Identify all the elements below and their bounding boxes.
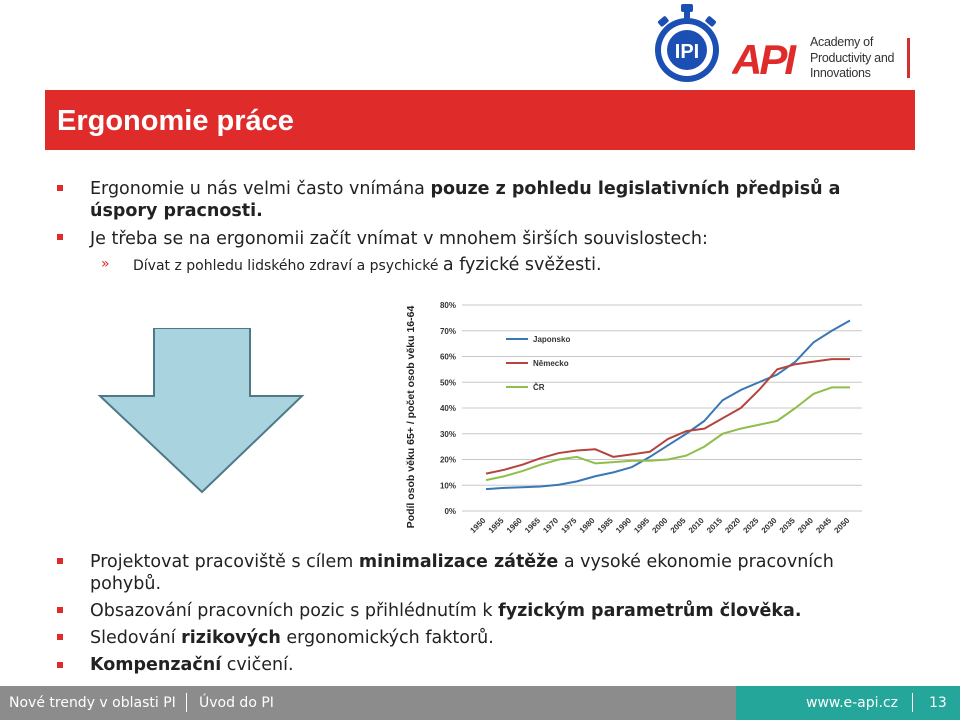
bullet-5-line <box>90 627 494 649</box>
chart-x-tick-label: 2040 <box>796 516 816 535</box>
bullet-3-line-2: pohybů. <box>90 574 162 594</box>
bullet-1-line-2 <box>90 200 263 222</box>
chart-x-tick-label: 2015 <box>705 516 725 535</box>
chart-x-tick-label: 1980 <box>577 516 597 535</box>
bullet-6-line <box>90 654 294 676</box>
logo-divider <box>907 38 910 78</box>
academy-line-1: Academy of <box>810 35 874 49</box>
bullet-marker <box>57 634 63 640</box>
chart-x-tick-label: 1960 <box>504 516 524 535</box>
chart-x-tick-label: 1970 <box>541 516 561 535</box>
chart-y-tick-label: 80% <box>439 301 456 310</box>
bullet-5-text-2: ergonomických faktorů. <box>280 628 494 648</box>
chart-x-tick-label: 2035 <box>777 516 797 535</box>
bullet-5-text-1: Sledování <box>90 628 182 648</box>
chart-y-tick-label: 40% <box>439 404 456 413</box>
chart-y-axis-label: Podíl osob věku 65+ / počet osob věku 16-64 <box>405 305 417 529</box>
chart-series-line <box>486 359 850 474</box>
chart-y-tick-label: 20% <box>439 455 456 465</box>
chart-y-tick-label: 70% <box>439 326 456 336</box>
bullet-marker <box>57 234 63 240</box>
bullet-marker <box>57 185 63 191</box>
footer-left <box>0 686 736 720</box>
academy-line-2: Productivity and <box>810 50 895 65</box>
sub-bullet-text-large: a fyzické svěžesti. <box>442 255 602 275</box>
footer-separator <box>186 693 187 712</box>
stopwatch-logo-label: IPI <box>674 41 700 63</box>
bullet-2-text: Je třeba se na ergonomii začít vnímat v mnohem širších souvislostech: <box>90 229 708 249</box>
bullet-6-bold: Kompenzační <box>90 655 222 675</box>
chart-x-tick-label: 2025 <box>741 516 761 535</box>
chart-x-tick-label: 1975 <box>559 516 579 535</box>
down-arrow-icon <box>94 328 318 496</box>
chart-x-tick-label: 1990 <box>614 516 634 535</box>
title-bar <box>45 90 915 150</box>
chart-y-tick-label: 0% <box>444 507 456 516</box>
bullet-4-line <box>90 600 801 622</box>
bullet-6-text: cvičení. <box>221 655 294 675</box>
bullet-1-bold-2: úspory pracnosti. <box>90 201 263 221</box>
api-logo-mark: API <box>732 36 794 80</box>
chart-y-tick-label: 30% <box>439 429 456 439</box>
bullet-4-text: Obsazování pracovních pozic s přihlédnutím k <box>90 601 499 621</box>
chart-x-tick-label: 1985 <box>595 516 615 535</box>
chart-x-ticks <box>468 516 851 535</box>
aging-ratio-line-chart <box>398 295 876 537</box>
footer-lecture: Úvod do PI <box>199 695 274 711</box>
chart-y-tick-label: 10% <box>439 481 456 491</box>
footer-website-link[interactable]: www.e-api.cz <box>806 695 899 711</box>
academy-logo-text <box>810 35 894 82</box>
bullet-1-bold-1: pouze z pohledu legislativních předpisů a <box>430 179 841 199</box>
chart-x-tick-label: 2030 <box>759 516 779 535</box>
bullet-4-bold: fyzickým parametrům člověka. <box>498 601 802 621</box>
bullet-marker <box>57 662 63 668</box>
bullet-3-line-1 <box>90 551 834 573</box>
bullet-1-line-1 <box>90 178 840 200</box>
bullet-3-text-2: a vysoké ekonomie pracovních <box>558 552 834 572</box>
bullet-3-text-1: Projektovat pracoviště s cílem <box>90 552 359 572</box>
bullet-5-bold: rizikových <box>181 628 281 648</box>
chart-x-tick-label: 2020 <box>723 516 743 535</box>
chart-x-tick-label: 2010 <box>686 516 706 535</box>
chart-y-tick-label: 60% <box>439 352 456 362</box>
stopwatch-logo <box>653 4 721 84</box>
chart-y-tick-label: 50% <box>439 378 456 388</box>
chart-x-tick-label: 1955 <box>486 516 506 535</box>
footer-separator <box>912 693 913 712</box>
chart-x-tick-label: 1965 <box>523 516 543 535</box>
chart-x-tick-label: 1950 <box>468 516 488 535</box>
chart-x-tick-label: 2005 <box>668 516 688 535</box>
bullet-marker <box>57 558 63 564</box>
chart-legend-label: ČR <box>533 383 545 392</box>
chart-series <box>486 320 850 489</box>
chart-legend-label: Japonsko <box>533 335 571 344</box>
slide-title: Ergonomie práce <box>57 105 294 137</box>
chart-x-tick-label: 2000 <box>650 516 670 535</box>
sub-bullet-text <box>133 255 602 276</box>
sub-bullet-marker: » <box>101 256 110 272</box>
chart-grid <box>462 305 862 511</box>
chart-x-tick-label: 2050 <box>832 516 852 535</box>
chart-x-tick-label: 2045 <box>814 516 834 535</box>
chart-legend-label: Německo <box>533 359 569 368</box>
api-logo <box>732 36 804 80</box>
footer-right <box>736 686 960 720</box>
chart-x-tick-label: 1995 <box>632 516 652 535</box>
chart-y-ticks <box>440 301 456 516</box>
footer-course: Nové trendy v oblasti PI <box>9 695 176 711</box>
bullet-1-text: Ergonomie u nás velmi často vnímána <box>90 179 431 199</box>
bullet-marker <box>57 607 63 613</box>
academy-line-3: Innovations <box>810 66 871 80</box>
sub-bullet-text-small: Dívat z pohledu lidského zdraví a psychické <box>133 258 443 274</box>
bullet-3-bold: minimalizace zátěže <box>358 552 559 572</box>
chart-legend <box>506 335 570 392</box>
footer-page-number: 13 <box>929 695 947 711</box>
